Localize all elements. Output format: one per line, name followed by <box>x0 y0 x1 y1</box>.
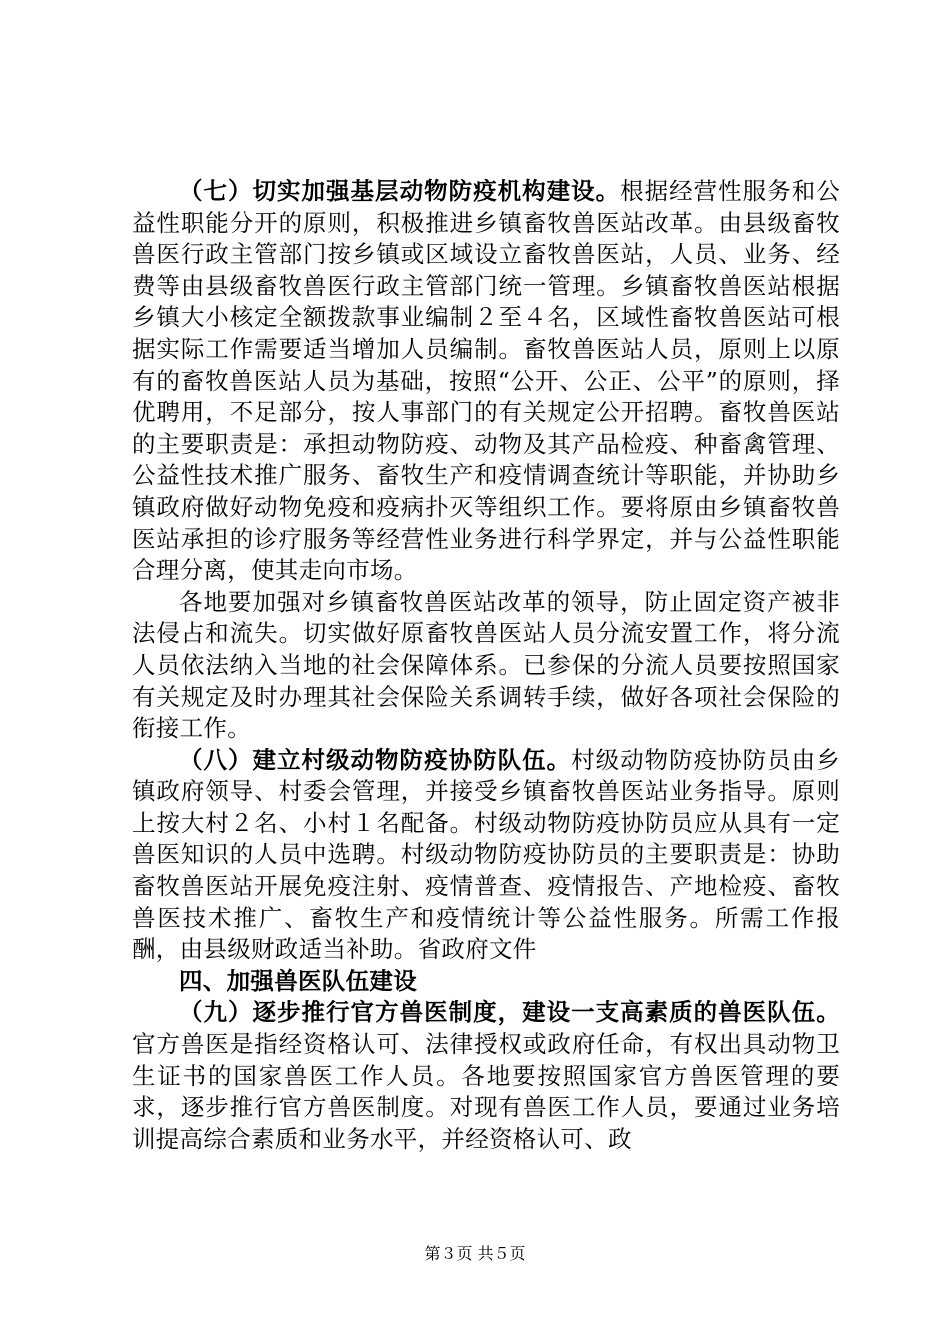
paragraph-9-heading: （九）逐步推行官方兽医制度，建设一支高素质的兽医队伍。 <box>179 998 840 1027</box>
section-heading: 四、加强兽医队伍建设 <box>179 966 417 995</box>
document-body <box>132 176 840 1155</box>
paragraph-8-text: 村级动物防疫协防员由乡镇政府领导、村委会管理，并接受乡镇畜牧兽医站业务指导。原则上按大村２名、小村１名配备。村级动物防疫协防员应从具有一定兽医知识的人员中选聘。村级动物防疫协防员的主要职责是：协助畜牧兽医站开展免疫注射、疫情普查、疫情报告、产地检疫、畜牧兽医技术推广、畜牧生产和疫情统计等公益性服务。所需工作报酬，由县级财政适当补助。省政府文件 <box>132 745 840 964</box>
paragraph-7-heading: （七）切实加强基层动物防疫机构建设。 <box>179 177 621 205</box>
paragraph-8 <box>132 745 840 966</box>
paragraph-7-continued <box>132 587 840 745</box>
paragraph-7-continued-text: 各地要加强对乡镇畜牧兽医站改革的领导，防止固定资产被非法侵占和流失。切实做好原畜牧兽医站人员分流安置工作，将分流人员依法纳入当地的社会保障体系。已参保的分流人员要按照国家有关规定及时办理其社会保险关系调转手续，做好各项社会保险的衔接工作。 <box>132 587 840 743</box>
paragraph-8-heading: （八）建立村级动物防疫协防队伍。 <box>179 745 572 774</box>
page-number-footer: 第３页 共５页 <box>424 1244 526 1263</box>
paragraph-7-text: 根据经营性服务和公益性职能分开的原则，积极推进乡镇畜牧兽医站改革。由县级畜牧兽医行政主管部门按乡镇或区域设立畜牧兽医站，人员、业务、经费等由县级畜牧兽医行政主管部门统一管理。乡镇畜牧兽医站根据乡镇大小核定全额拨款事业编制２至４名，区域性畜牧兽医站可根据实际工作需要适当增加人员编制。畜牧兽医站人员，原则上以原有的畜牧兽医站人员为基础，按照“公开、公正、公平”的原则，择优聘用，不足部分，按人事部门的有关规定公开招聘。畜牧兽医站的主要职责是：承担动物防疫、动物及其产品检疫、种畜禽管理、公益性技术推广服务、畜牧生产和疫情调查统计等职能，并协助乡镇政府做好动物免疫和疫病扑灭等组织工作。要将原由乡镇畜牧兽医站承担的诊疗服务等经营性业务进行科学界定，并与公益性职能合理分离，使其走向市场。 <box>132 177 840 585</box>
paragraph-9 <box>132 997 840 1155</box>
paragraph-9-text: 官方兽医是指经资格认可、法律授权或政府任命，有权出具动物卫生证书的国家兽医工作人员。各地要按照国家官方兽医管理的要求，逐步推行官方兽医制度。对现有兽医工作人员，要通过业务培训提高综合素质和业务水平，并经资格认可、政 <box>132 1030 840 1153</box>
paragraph-7 <box>132 176 840 587</box>
